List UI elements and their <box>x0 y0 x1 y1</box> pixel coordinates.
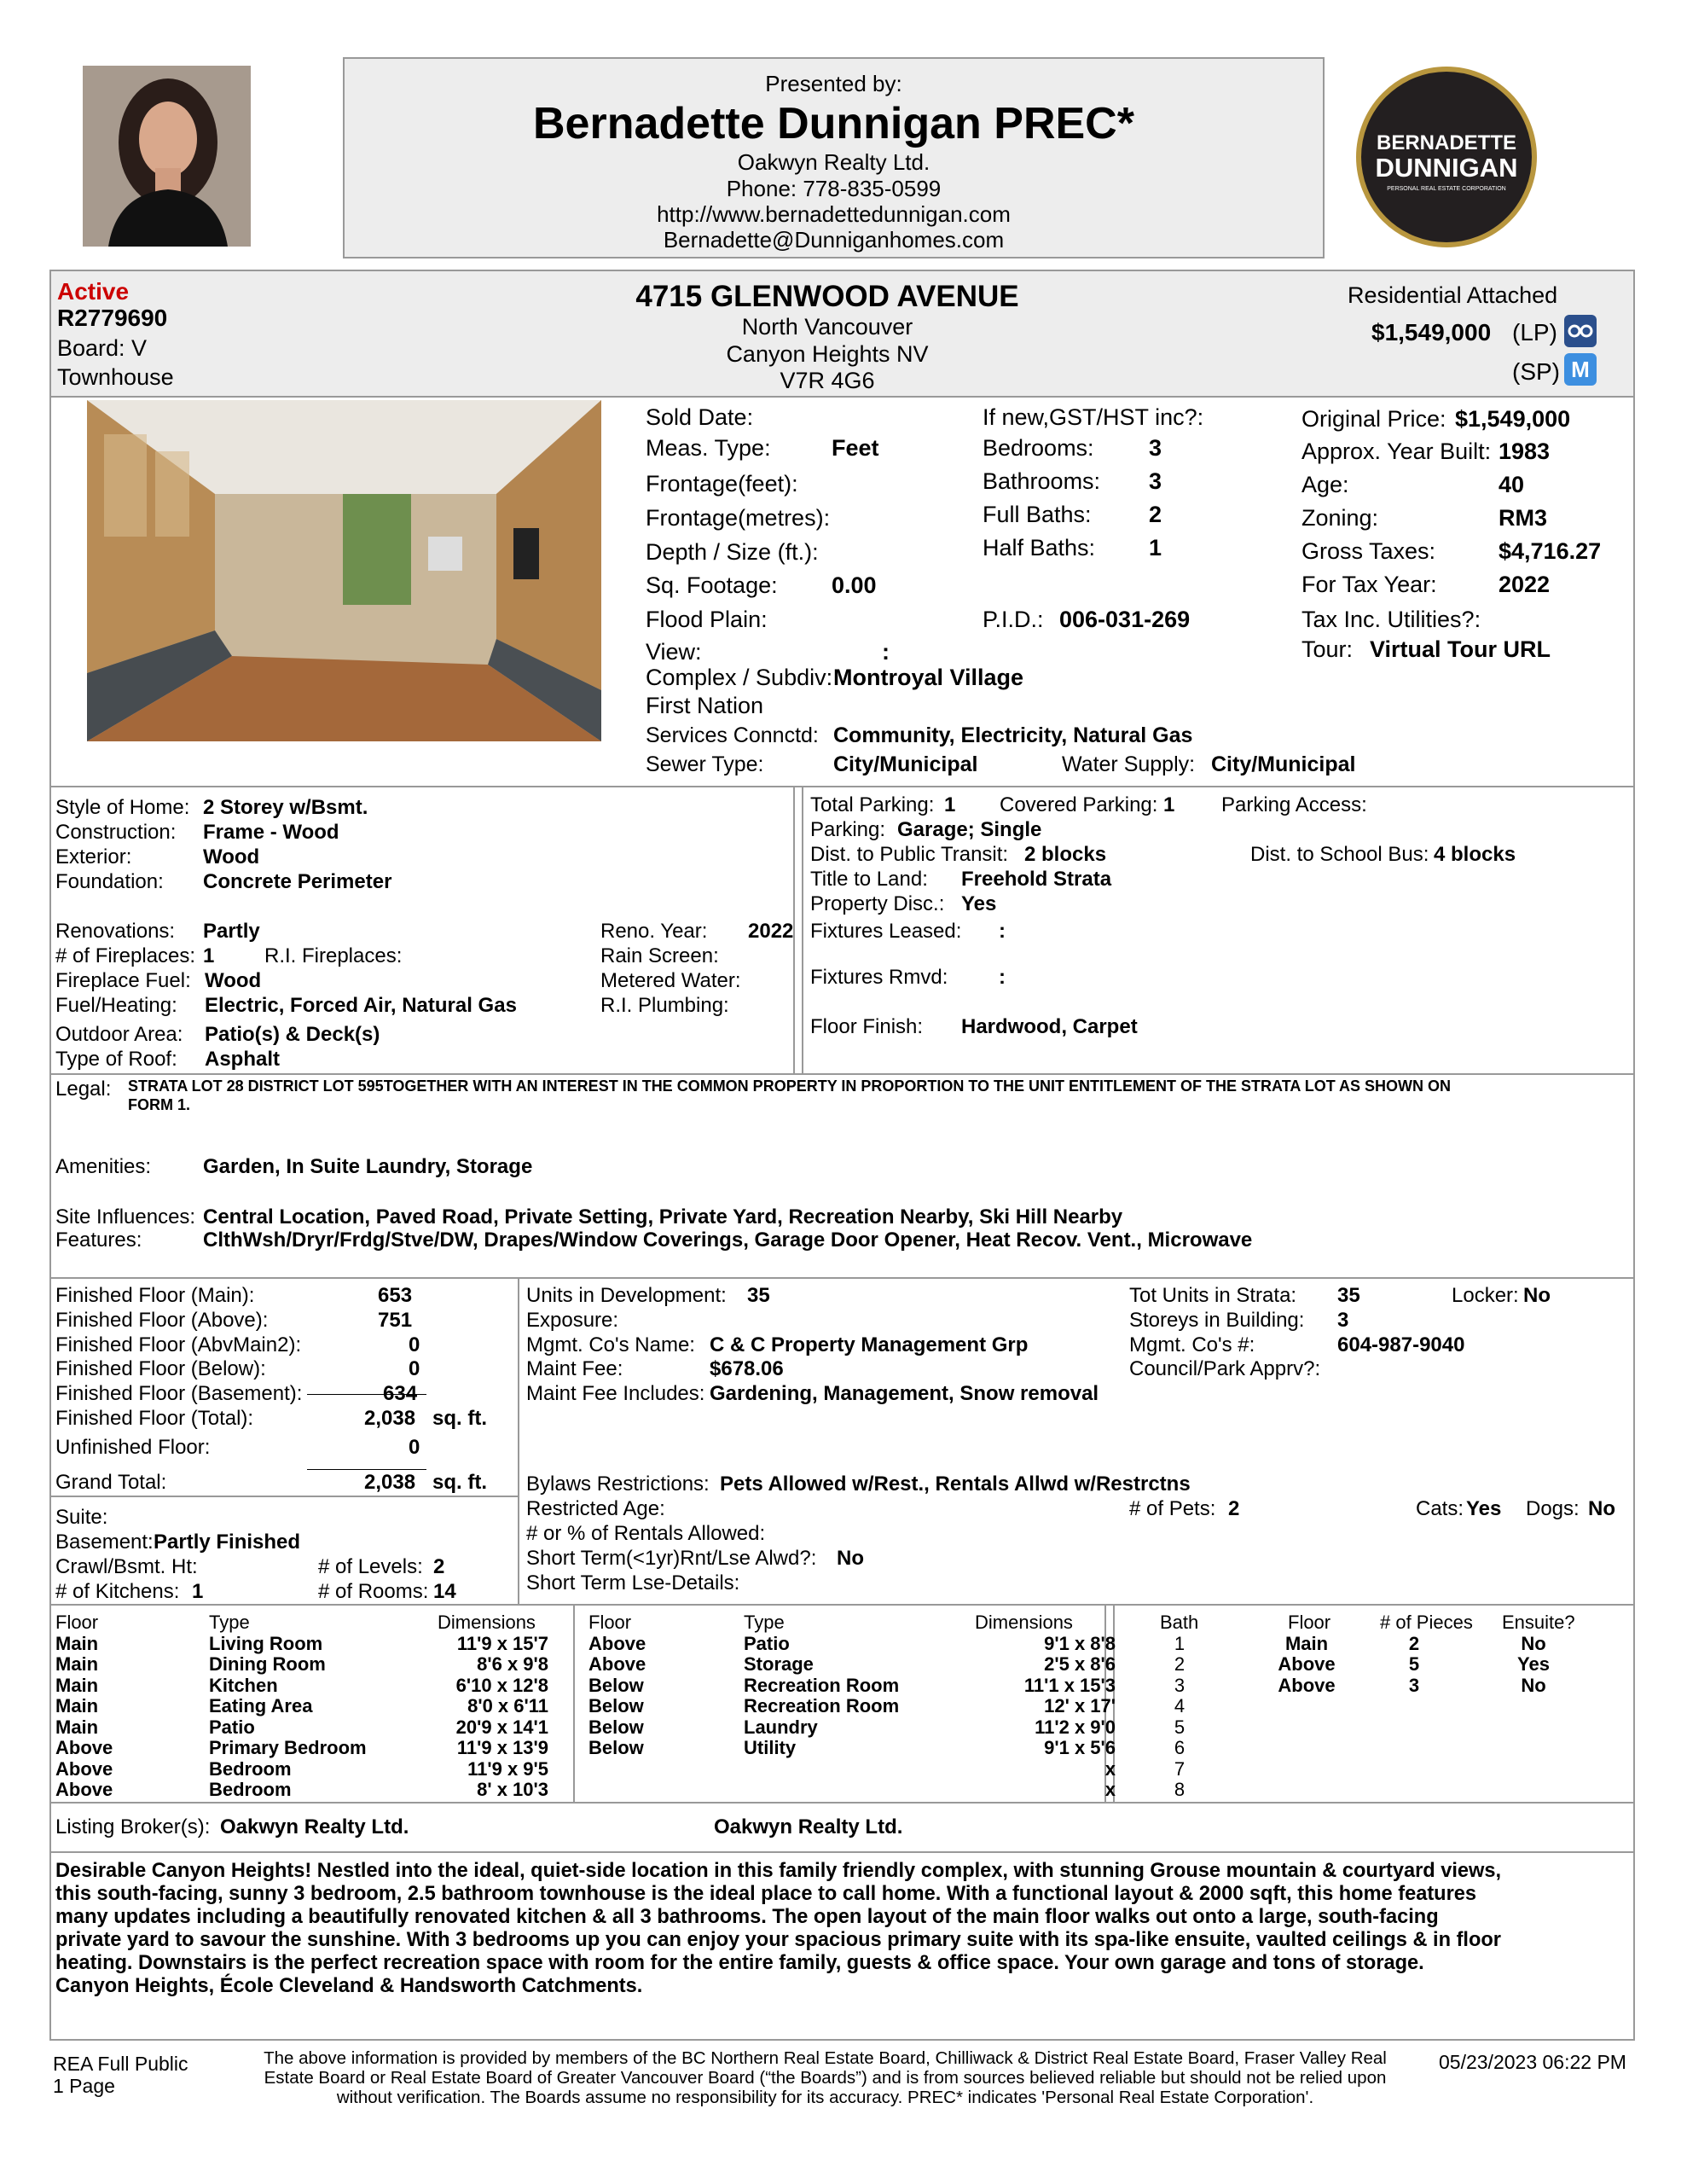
foundation-label: Foundation: <box>55 870 164 893</box>
rooms-label: # of Rooms: <box>318 1580 429 1603</box>
logo-line1: BERNADETTE <box>1376 131 1516 154</box>
storeys-label: Storeys in Building: <box>1129 1309 1305 1332</box>
zoning-label: Zoning: <box>1301 505 1379 531</box>
bath-header-pieces: # of Pieces <box>1380 1612 1473 1633</box>
exterior-value: Wood <box>203 845 260 868</box>
floor-below-label: Finished Floor (Below): <box>55 1357 266 1380</box>
pid-label: P.I.D.: <box>983 607 1044 632</box>
ri-plumbing-label: R.I. Plumbing: <box>600 994 729 1017</box>
floor-below-value: 0 <box>409 1357 420 1380</box>
room-dimensions: 11'2 x 9'0 <box>1035 1716 1116 1738</box>
room-type: Bedroom <box>209 1757 292 1780</box>
maint-fee-value: $678.06 <box>710 1357 784 1380</box>
logo-line2: DUNNIGAN <box>1375 153 1518 183</box>
room-floor: Below <box>588 1674 644 1696</box>
school-bus-label: Dist. to School Bus: <box>1250 843 1429 866</box>
bath-header-bath: Bath <box>1160 1612 1199 1633</box>
floor-finish-value: Hardwood, Carpet <box>961 1015 1138 1038</box>
bath-header-floor: Floor <box>1288 1612 1331 1633</box>
room-dimensions: 8' x 10'3 <box>477 1779 548 1800</box>
parking-section <box>810 793 1629 1066</box>
units-label: Units in Development: <box>526 1284 727 1307</box>
rooms-value: 14 <box>433 1580 456 1603</box>
construction-value: Frame - Wood <box>203 821 339 844</box>
age-label: Age: <box>1301 472 1349 497</box>
year-built-label: Approx. Year Built: <box>1301 439 1492 464</box>
tax-year-label: For Tax Year: <box>1301 572 1437 597</box>
floor-abvmain2-value: 0 <box>409 1333 420 1356</box>
remarks-line: private yard to savour the sunshine. With 3 bedrooms up you can enjoy your spacious primary suite with its spa-like ensuite, vaulted ceilings & in floor <box>55 1929 1501 1951</box>
fee-includes-value: Gardening, Management, Snow removal <box>710 1382 1099 1405</box>
legal-line1: STRATA LOT 28 DISTRICT LOT 595TOGETHER WITH AN INTEREST IN THE COMMON PROPERTY IN PROPORTION TO THE UNIT ENTITLEMENT OF THE STRATA LOT AS SHOWN ON <box>128 1077 1452 1095</box>
bylaws-label: Bylaws Restrictions: <box>526 1472 710 1496</box>
print-timestamp: 05/23/2023 06:22 PM <box>1439 2051 1626 2073</box>
unfinished-label: Unfinished Floor: <box>55 1436 211 1459</box>
reno-year-value: 2022 <box>748 920 794 943</box>
room-floor: Above <box>588 1653 646 1675</box>
bath-floor: Main <box>1284 1632 1329 1654</box>
room-floor: Main <box>55 1632 99 1654</box>
sq-footage: Sq. Footage: <box>646 572 778 598</box>
covered-parking-label: Covered Parking: <box>1000 793 1158 816</box>
room-dimensions: x <box>1104 1757 1116 1780</box>
mgmt-num-label: Mgmt. Co's #: <box>1129 1333 1255 1356</box>
bylaws-value: Pets Allowed w/Rest., Rentals Allwd w/Restrctns <box>720 1472 1191 1496</box>
floor-above-value: 751 <box>378 1309 413 1332</box>
tot-units-label: Tot Units in Strata: <box>1129 1284 1297 1307</box>
fixtures-rmvd-label: Fixtures Rmvd: <box>810 966 948 989</box>
room-floor: Above <box>55 1779 113 1800</box>
maint-fee-label: Maint Fee: <box>526 1357 623 1380</box>
room-floor: Main <box>55 1674 99 1696</box>
roof-value: Asphalt <box>205 1048 281 1071</box>
lp-label: (LP) <box>1512 319 1557 346</box>
bath-number: 7 <box>1174 1757 1186 1780</box>
roof-label: Type of Roof: <box>55 1048 177 1071</box>
view: View: <box>646 639 702 665</box>
renovations-value: Partly <box>203 920 260 943</box>
fixtures-rmvd-value: : <box>999 966 1006 989</box>
mgmt-num-value: 604-987-9040 <box>1337 1333 1465 1356</box>
remarks-line: Canyon Heights, École Cleveland & Handsworth Catchments. <box>55 1975 643 1997</box>
sq-footage-value: 0.00 <box>832 572 877 598</box>
property-photo[interactable] <box>87 400 601 741</box>
exterior-label: Exterior: <box>55 845 132 868</box>
room-floor: Below <box>588 1695 644 1716</box>
bath-number: 4 <box>1174 1695 1186 1716</box>
floor-basement-value: 634 <box>383 1382 418 1405</box>
units-value: 35 <box>747 1284 770 1307</box>
council-label: Council/Park Apprv?: <box>1129 1357 1321 1380</box>
strata-section <box>526 1284 1631 1600</box>
cats-value: Yes <box>1466 1497 1502 1520</box>
rentals-label: # or % of Rentals Allowed: <box>526 1522 766 1545</box>
sp-label: (SP) <box>1512 358 1560 385</box>
bath-floor: Above <box>1278 1653 1336 1675</box>
amenities-label: Amenities: <box>55 1155 152 1178</box>
room-floor: Below <box>588 1737 644 1758</box>
bath-number: 8 <box>1174 1779 1186 1800</box>
list-price: $1,549,000 <box>1371 319 1492 346</box>
broker-name-2: Oakwyn Realty Ltd. <box>714 1815 903 1838</box>
report-type: REA Full Public <box>53 2053 188 2075</box>
room-type: Utility <box>744 1737 797 1758</box>
site-influences-value: Central Location, Paved Road, Private Setting, Private Yard, Recreation Nearby, Ski Hill Nearby <box>203 1205 1123 1228</box>
brand-logo <box>1356 67 1537 247</box>
bath-ensuite: No <box>1521 1632 1546 1654</box>
construction-label: Construction: <box>55 821 177 844</box>
rooms-header-dimensions: Dimensions <box>975 1612 1073 1633</box>
parking-label: Parking: <box>810 818 886 841</box>
room-dimensions: 11'9 x 9'5 <box>467 1757 548 1780</box>
broker-name-1: Oakwyn Realty Ltd. <box>220 1815 409 1838</box>
room-type: Kitchen <box>209 1674 278 1696</box>
fee-includes-label: Maint Fee Includes: <box>526 1382 705 1405</box>
floor-main-label: Finished Floor (Main): <box>55 1284 255 1307</box>
fuel-label: Fuel/Heating: <box>55 994 177 1017</box>
room-dimensions: 20'9 x 14'1 <box>455 1716 548 1738</box>
fixtures-leased-label: Fixtures Leased: <box>810 920 962 943</box>
sewer-value: City/Municipal <box>833 752 978 776</box>
features-label: Features: <box>55 1228 142 1252</box>
floor-total-value: 2,038 <box>364 1407 416 1430</box>
room-floor: Main <box>55 1653 99 1675</box>
bath-header-ensuite: Ensuite? <box>1502 1612 1575 1633</box>
board: Board: V <box>57 335 148 361</box>
broker-label: Listing Broker(s): <box>55 1815 211 1838</box>
locker-label: Locker: <box>1452 1284 1519 1307</box>
construction-section <box>55 796 802 1069</box>
room-type: Eating Area <box>209 1695 313 1716</box>
dogs-label: Dogs: <box>1526 1497 1580 1520</box>
locker-value: No <box>1523 1284 1551 1307</box>
kitchens-label: # of Kitchens: <box>55 1580 180 1603</box>
half-baths-label: Half Baths: <box>983 535 1096 561</box>
services-label: Services Connctd: <box>646 723 819 747</box>
depth-size: Depth / Size (ft.): <box>646 539 819 565</box>
bath-pieces: 3 <box>1408 1674 1420 1696</box>
room-type: Patio <box>744 1632 790 1654</box>
address-block <box>512 280 1143 394</box>
glasses-icon[interactable] <box>1564 315 1597 347</box>
rooms-header-type: Type <box>209 1612 250 1633</box>
room-floor: Main <box>55 1716 99 1738</box>
year-built-value: 1983 <box>1499 439 1551 464</box>
parking-value: Garage; Single <box>897 818 1042 841</box>
meas-type-value: Feet <box>832 435 879 461</box>
complex-label: Complex / Subdiv: <box>646 665 833 690</box>
short-term-details-label: Short Term Lse-Details: <box>526 1571 740 1594</box>
unfinished-value: 0 <box>409 1436 420 1459</box>
room-dimensions: 8'0 x 6'11 <box>467 1695 548 1716</box>
half-baths-value: 1 <box>1149 535 1162 561</box>
kitchens-value: 1 <box>192 1580 204 1603</box>
fireplace-fuel-label: Fireplace Fuel: <box>55 969 191 992</box>
legal-line2: FORM 1. <box>128 1096 191 1113</box>
full-baths-label: Full Baths: <box>983 502 1092 527</box>
orig-price-label: Original Price: <box>1301 406 1446 432</box>
covered-parking-value: 1 <box>1163 793 1175 816</box>
agent-header-box <box>343 57 1325 258</box>
cats-label: Cats: <box>1416 1497 1464 1520</box>
public-remarks <box>55 1860 1501 1998</box>
pid-value: 006-031-269 <box>1059 607 1191 632</box>
water-label: Water Supply: <box>1062 752 1196 776</box>
room-dimensions: 2'5 x 8'6 <box>1044 1653 1116 1675</box>
grand-total-unit: sq. ft. <box>432 1471 487 1494</box>
status-label: Active <box>57 278 130 305</box>
room-dimensions: 8'6 x 9'8 <box>477 1653 548 1675</box>
room-floor: Above <box>55 1737 113 1758</box>
disclaimer-line: The above information is provided by members of the BC Northern Real Estate Board, Chilliwack & District Real Estate Board, Fraser Valley Real <box>264 2048 1387 2068</box>
disclaimer-line: Estate Board or Real Estate Board of Greater Vancouver Board (“the Boards”) and is from sources believed reliable but should not be relied upon <box>264 2068 1387 2088</box>
view-value: : <box>882 639 890 665</box>
rooms-header-type: Type <box>744 1612 785 1633</box>
floor-above-label: Finished Floor (Above): <box>55 1309 269 1332</box>
reno-year-label: Reno. Year: <box>600 920 708 943</box>
fixtures-leased-value: : <box>999 920 1006 943</box>
disclaimer-line: without verification. The Boards assume no responsibility for its accuracy. PREC* indicates 'Personal Real Estate Corporation'. <box>336 2088 1314 2107</box>
map-icon[interactable]: M <box>1564 353 1597 386</box>
tour-link[interactable]: Virtual Tour URL <box>1370 636 1551 662</box>
city: North Vancouver <box>741 314 913 340</box>
room-dimensions: 6'10 x 12'8 <box>455 1674 548 1696</box>
disc-label: Property Disc.: <box>810 892 945 915</box>
full-baths-value: 2 <box>1149 502 1162 527</box>
sold-date: Sold Date: <box>646 404 754 430</box>
tot-units-value: 35 <box>1337 1284 1360 1307</box>
floor-total-unit: sq. ft. <box>432 1407 487 1430</box>
basement-label: Basement: <box>55 1531 154 1554</box>
foundation-value: Concrete Perimeter <box>203 870 392 893</box>
logo-line3: PERSONAL REAL ESTATE CORPORATION <box>1387 186 1506 192</box>
bedrooms-label: Bedrooms: <box>983 435 1094 461</box>
ri-fireplaces-label: R.I. Fireplaces: <box>264 944 403 967</box>
room-floor: Below <box>588 1716 644 1738</box>
fireplaces-value: 1 <box>203 944 215 967</box>
tour-label: Tour: <box>1301 636 1354 662</box>
room-dimensions: 12' x 17' <box>1044 1695 1116 1716</box>
agent-phone: Phone: 778-835-0599 <box>726 176 942 201</box>
levels-value: 2 <box>433 1555 445 1578</box>
floor-main-value: 653 <box>378 1284 413 1307</box>
bath-number: 5 <box>1174 1716 1186 1738</box>
room-dimensions: x <box>1104 1779 1116 1800</box>
rain-screen-label: Rain Screen: <box>600 944 719 967</box>
bath-ensuite: Yes <box>1517 1653 1550 1675</box>
levels-label: # of Levels: <box>318 1555 423 1578</box>
floor-basement-label: Finished Floor (Basement): <box>55 1382 303 1405</box>
remarks-line: many updates including a beautifully renovated kitchen & all 3 bathrooms. The open layout of the main floor walks out onto a large, south-facing <box>55 1906 1439 1928</box>
room-dimensions: 9'1 x 8'8 <box>1044 1632 1116 1654</box>
parking-access-label: Parking Access: <box>1221 793 1367 816</box>
room-type: Storage <box>744 1653 814 1675</box>
agent-website[interactable]: http://www.bernadettedunnigan.com <box>657 201 1011 227</box>
bath-number: 3 <box>1174 1674 1186 1696</box>
address: 4715 GLENWOOD AVENUE <box>635 280 1019 313</box>
mgmt-value: C & C Property Management Grp <box>710 1333 1029 1356</box>
area: Canyon Heights NV <box>726 341 929 367</box>
property-class: Residential Attached <box>1348 282 1558 308</box>
bath-ensuite: No <box>1521 1674 1546 1696</box>
restricted-age-label: Restricted Age: <box>526 1497 665 1520</box>
presented-by: Presented by: <box>765 71 902 96</box>
frontage-metres: Frontage(metres): <box>646 505 831 531</box>
mls-number: R2779690 <box>57 305 168 331</box>
bath-number: 1 <box>1174 1632 1186 1654</box>
site-influences-label: Site Influences: <box>55 1205 196 1228</box>
dwelling-type: Townhouse <box>57 364 174 390</box>
room-floor: Above <box>55 1757 113 1780</box>
first-nation: First Nation <box>646 693 764 718</box>
sewer-label: Sewer Type: <box>646 752 764 776</box>
postal-code: V7R 4G6 <box>780 368 875 393</box>
outdoor-value: Patio(s) & Deck(s) <box>205 1023 380 1046</box>
rooms-header-floor: Floor <box>55 1612 99 1633</box>
renovations-label: Renovations: <box>55 920 176 943</box>
style-value: 2 Storey w/Bsmt. <box>203 796 368 819</box>
fireplace-fuel-value: Wood <box>205 969 262 992</box>
rooms-header-dimensions: Dimensions <box>438 1612 536 1633</box>
water-value: City/Municipal <box>1211 752 1356 776</box>
floor-area-section <box>55 1284 516 1603</box>
legal-label: Legal: <box>55 1077 112 1101</box>
room-type: Dining Room <box>209 1653 326 1675</box>
gst-label: If new,GST/HST inc?: <box>983 404 1204 430</box>
school-bus-value: 4 blocks <box>1434 843 1516 866</box>
agent-name: Bernadette Dunnigan PREC* <box>533 99 1134 148</box>
fuel-value: Electric, Forced Air, Natural Gas <box>205 994 517 1017</box>
services-value: Community, Electricity, Natural Gas <box>833 723 1193 747</box>
agent-email[interactable]: Bernadette@Dunniganhomes.com <box>663 227 1005 253</box>
remarks-line: heating. Downstairs is the perfect recreation space with room for the entire family, guests & office space. Your own garage and tons of storage. <box>55 1952 1424 1974</box>
amenities-value: Garden, In Suite Laundry, Storage <box>203 1155 533 1178</box>
total-parking-value: 1 <box>944 793 956 816</box>
floor-abvmain2-label: Finished Floor (AbvMain2): <box>55 1333 302 1356</box>
suite-label: Suite: <box>55 1506 108 1529</box>
crawl-label: Crawl/Bsmt. Ht: <box>55 1555 198 1578</box>
pets-label: # of Pets: <box>1129 1497 1216 1520</box>
frontage-feet: Frontage(feet): <box>646 471 798 497</box>
floor-finish-label: Floor Finish: <box>810 1015 924 1038</box>
floor-total-label: Finished Floor (Total): <box>55 1407 254 1430</box>
total-parking-label: Total Parking: <box>810 793 935 816</box>
room-type: Bedroom <box>209 1779 292 1800</box>
age-value: 40 <box>1499 472 1525 497</box>
gross-taxes-label: Gross Taxes: <box>1301 538 1436 564</box>
basement-value: Partly Finished <box>154 1531 301 1554</box>
room-dimensions: 9'1 x 5'6 <box>1044 1737 1116 1758</box>
bathrooms-label: Bathrooms: <box>983 468 1101 494</box>
storeys-value: 3 <box>1337 1309 1349 1332</box>
bedrooms-value: 3 <box>1149 435 1162 461</box>
outdoor-label: Outdoor Area: <box>55 1023 183 1046</box>
page-count: 1 Page <box>53 2075 115 2097</box>
tax-utilities-label: Tax Inc. Utilities?: <box>1301 607 1481 632</box>
room-floor: Main <box>55 1695 99 1716</box>
bathrooms-value: 3 <box>1149 468 1162 494</box>
room-dimensions: 11'9 x 13'9 <box>456 1737 548 1758</box>
room-type: Primary Bedroom <box>209 1737 367 1758</box>
agent-photo <box>83 66 251 247</box>
features-value: ClthWsh/Dryr/Frdg/Stve/DW, Drapes/Window Coverings, Garage Door Opener, Heat Recov. Vent., Microwave <box>203 1228 1253 1252</box>
room-type: Patio <box>209 1716 255 1738</box>
legal-section <box>55 1077 1629 1275</box>
exposure-label: Exposure: <box>526 1309 619 1332</box>
tax-year-value: 2022 <box>1499 572 1551 597</box>
room-type: Living Room <box>209 1632 323 1654</box>
rooms-header-floor: Floor <box>588 1612 632 1633</box>
room-type: Laundry <box>744 1716 818 1738</box>
gross-taxes-value: $4,716.27 <box>1499 538 1602 564</box>
pets-value: 2 <box>1228 1497 1240 1520</box>
remarks-line: Desirable Canyon Heights! Nestled into the ideal, quiet-side location in this family friendly complex, with stunning Grouse mountain & courtyard views, <box>55 1860 1502 1882</box>
room-floor: Above <box>588 1632 646 1654</box>
zoning-value: RM3 <box>1499 505 1548 531</box>
bath-pieces: 5 <box>1408 1653 1420 1675</box>
transit-value: 2 blocks <box>1024 843 1107 866</box>
room-dimensions: 11'9 x 15'7 <box>456 1632 548 1654</box>
agent-company: Oakwyn Realty Ltd. <box>737 149 930 175</box>
bath-number: 6 <box>1174 1737 1186 1758</box>
transit-label: Dist. to Public Transit: <box>810 843 1009 866</box>
short-term-value: No <box>837 1547 864 1570</box>
bath-number: 2 <box>1174 1653 1186 1675</box>
disc-value: Yes <box>961 892 997 915</box>
flood-plain: Flood Plain: <box>646 607 768 632</box>
grand-total-value: 2,038 <box>364 1471 416 1494</box>
short-term-label: Short Term(<1yr)Rnt/Lse Alwd?: <box>526 1547 817 1570</box>
disclaimer <box>205 2048 1446 2107</box>
grand-total-label: Grand Total: <box>55 1471 167 1494</box>
style-label: Style of Home: <box>55 796 190 819</box>
complex-value: Montroyal Village <box>833 665 1024 690</box>
room-dimensions: 11'1 x 15'3 <box>1023 1674 1116 1696</box>
metered-water-label: Metered Water: <box>600 969 741 992</box>
title-label: Title to Land: <box>810 868 928 891</box>
bath-pieces: 2 <box>1408 1632 1420 1654</box>
mgmt-label: Mgmt. Co's Name: <box>526 1333 695 1356</box>
room-type: Recreation Room <box>744 1674 900 1696</box>
fireplaces-label: # of Fireplaces: <box>55 944 196 967</box>
orig-price-value: $1,549,000 <box>1455 406 1571 432</box>
room-type: Recreation Room <box>744 1695 900 1716</box>
bath-floor: Above <box>1278 1674 1336 1696</box>
title-value: Freehold Strata <box>961 868 1112 891</box>
meas-type: Meas. Type: <box>646 435 771 461</box>
remarks-line: this south-facing, sunny 3 bedroom, 2.5 bathroom townhouse is the ideal place to call home. With a functional layout & 2000 sqft, this home features <box>55 1883 1477 1905</box>
dogs-value: No <box>1588 1497 1615 1520</box>
